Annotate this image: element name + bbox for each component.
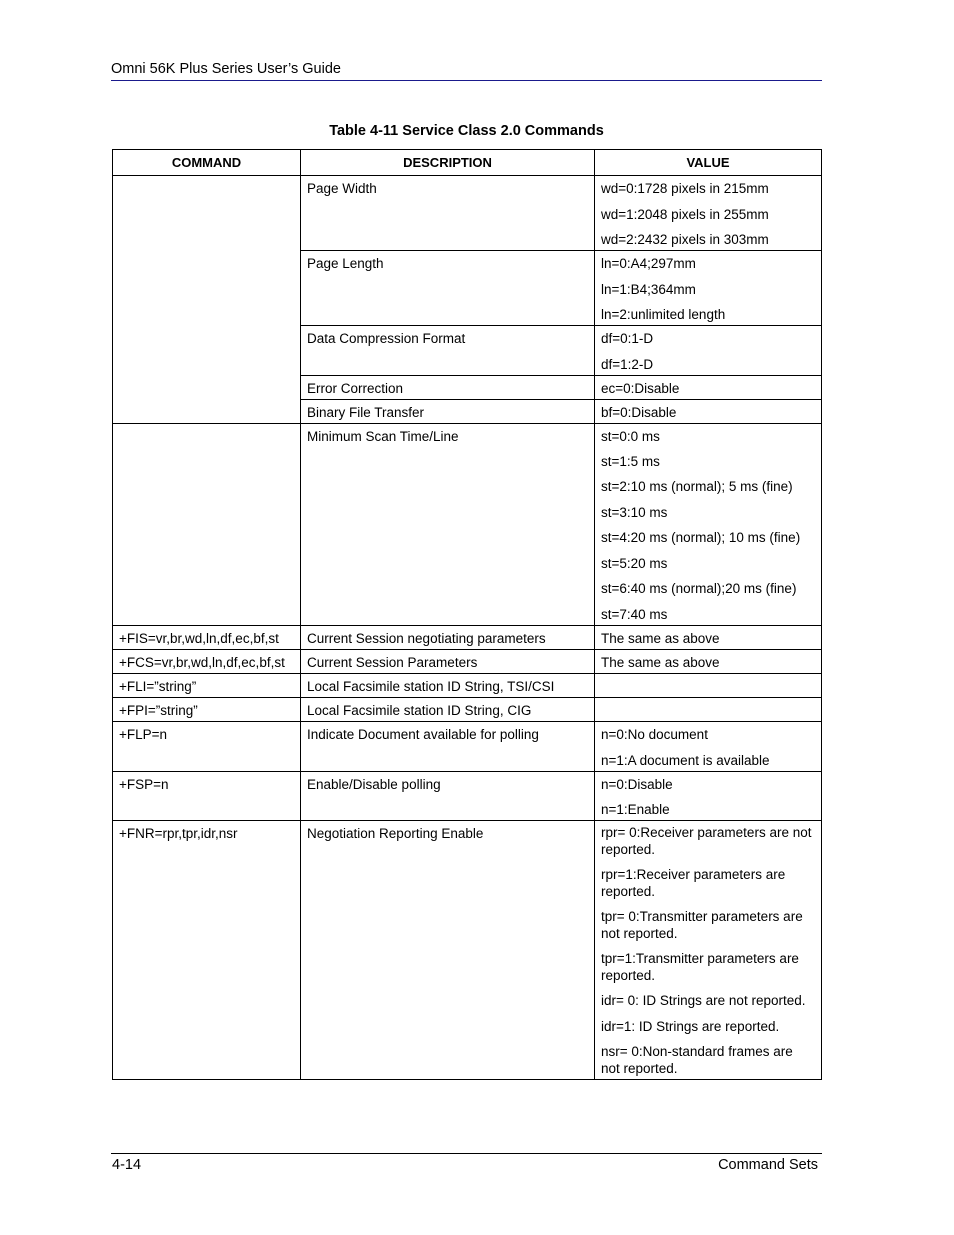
page-header-title: Omni 56K Plus Series User’s Guide bbox=[111, 61, 341, 77]
value-cell bbox=[595, 251, 822, 326]
value-line bbox=[601, 678, 815, 695]
value-line: ec=0:Disable bbox=[601, 380, 680, 396]
table-header-row bbox=[113, 150, 822, 176]
value-line: ln=0:A4;297mm bbox=[601, 256, 696, 271]
description-cell: Local Facsimile station ID String, TSI/CSI bbox=[301, 674, 595, 698]
value-cell bbox=[595, 399, 822, 423]
header-rule bbox=[111, 80, 822, 81]
table-row bbox=[113, 698, 822, 722]
footer-page-number: 4-14 bbox=[112, 1157, 142, 1173]
value-line: rpr=1:Receiver parameters are reported. bbox=[601, 867, 786, 899]
table-body bbox=[113, 176, 822, 1080]
description-cell: Current Session Parameters bbox=[301, 650, 595, 674]
description-cell: Current Session negotiating parameters bbox=[301, 626, 595, 650]
column-header-value: VALUE bbox=[595, 150, 822, 176]
description-cell: Page Length bbox=[301, 251, 595, 326]
value-line: idr= 0: ID Strings are not reported. bbox=[601, 993, 806, 1008]
command-cell: +FIS=vr,br,wd,ln,df,ec,bf,st bbox=[113, 626, 301, 650]
table-row bbox=[113, 821, 822, 1080]
description-cell: Error Correction bbox=[301, 375, 595, 399]
column-header-description: DESCRIPTION bbox=[301, 150, 595, 176]
table-row bbox=[113, 650, 822, 674]
value-line: rpr= 0:Receiver parameters are not reported. bbox=[601, 825, 812, 857]
command-cell: +FSP=n bbox=[113, 771, 301, 821]
table-row bbox=[113, 722, 822, 772]
value-line: idr=1: ID Strings are reported. bbox=[601, 1018, 780, 1034]
value-cell bbox=[595, 771, 822, 821]
description-cell: Page Width bbox=[301, 176, 595, 251]
footer-section-title: Command Sets bbox=[718, 1157, 818, 1173]
value-cell bbox=[595, 423, 822, 626]
value-line: st=4:20 ms (normal); 10 ms (fine) bbox=[601, 529, 801, 545]
table-row bbox=[113, 674, 822, 698]
value-line bbox=[601, 702, 815, 719]
command-cell bbox=[113, 423, 301, 626]
value-cell bbox=[595, 821, 822, 1080]
description-cell: Minimum Scan Time/Line bbox=[301, 423, 595, 626]
command-cell: +FCS=vr,br,wd,ln,df,ec,bf,st bbox=[113, 650, 301, 674]
value-cell bbox=[595, 176, 822, 251]
value-line: tpr=1:Transmitter parameters are reported. bbox=[601, 951, 799, 983]
description-cell: Indicate Document available for polling bbox=[301, 722, 595, 772]
description-cell: Binary File Transfer bbox=[301, 399, 595, 423]
description-cell: Local Facsimile station ID String, CIG bbox=[301, 698, 595, 722]
value-line: st=6:40 ms (normal);20 ms (fine) bbox=[601, 580, 797, 596]
value-line: st=2:10 ms (normal); 5 ms (fine) bbox=[601, 478, 793, 494]
value-line: df=1:2-D bbox=[601, 356, 654, 372]
table-row bbox=[113, 423, 822, 626]
value-line: wd=2:2432 pixels in 303mm bbox=[601, 232, 769, 247]
value-line: bf=0:Disable bbox=[601, 404, 677, 420]
value-cell bbox=[595, 375, 822, 399]
value-line: st=7:40 ms bbox=[601, 607, 668, 622]
command-cell: +FLP=n bbox=[113, 722, 301, 772]
value-line: tpr= 0:Transmitter parameters are not reported. bbox=[601, 909, 803, 941]
value-line: n=0:Disable bbox=[601, 776, 673, 792]
command-cell: +FPI=”string” bbox=[113, 698, 301, 722]
value-line: wd=1:2048 pixels in 255mm bbox=[601, 206, 769, 222]
value-line: st=1:5 ms bbox=[601, 454, 660, 469]
value-cell bbox=[595, 698, 822, 722]
value-line: df=0:1-D bbox=[601, 331, 654, 346]
description-cell: Enable/Disable polling bbox=[301, 771, 595, 821]
value-line: ln=1:B4;364mm bbox=[601, 281, 696, 297]
value-line: n=1:A document is available bbox=[601, 752, 770, 768]
value-line: st=0:0 ms bbox=[601, 428, 660, 444]
value-line: The same as above bbox=[601, 655, 720, 670]
footer-rule bbox=[111, 1153, 822, 1154]
command-cell: +FNR=rpr,tpr,idr,nsr bbox=[113, 821, 301, 1080]
description-cell: Negotiation Reporting Enable bbox=[301, 821, 595, 1080]
table-row bbox=[113, 176, 822, 251]
value-cell bbox=[595, 650, 822, 674]
value-cell bbox=[595, 326, 822, 376]
table-row bbox=[113, 771, 822, 821]
table-title: Table 4-11 Service Class 2.0 Commands bbox=[329, 123, 604, 139]
value-line: st=5:20 ms bbox=[601, 556, 668, 571]
commands-table bbox=[112, 149, 822, 1080]
value-line: n=1:Enable bbox=[601, 802, 670, 817]
value-cell bbox=[595, 626, 822, 650]
description-cell: Data Compression Format bbox=[301, 326, 595, 376]
value-line: nsr= 0:Non-standard frames are not reported. bbox=[601, 1044, 793, 1076]
value-cell bbox=[595, 722, 822, 772]
value-line: The same as above bbox=[601, 631, 720, 646]
command-cell bbox=[113, 176, 301, 424]
value-line: ln=2:unlimited length bbox=[601, 307, 726, 322]
column-header-command: COMMAND bbox=[113, 150, 301, 176]
value-cell bbox=[595, 674, 822, 698]
value-line: st=3:10 ms bbox=[601, 505, 668, 520]
value-line: wd=0:1728 pixels in 215mm bbox=[601, 181, 769, 196]
value-line: n=0:No document bbox=[601, 727, 708, 742]
table-row bbox=[113, 626, 822, 650]
command-cell: +FLI=”string” bbox=[113, 674, 301, 698]
